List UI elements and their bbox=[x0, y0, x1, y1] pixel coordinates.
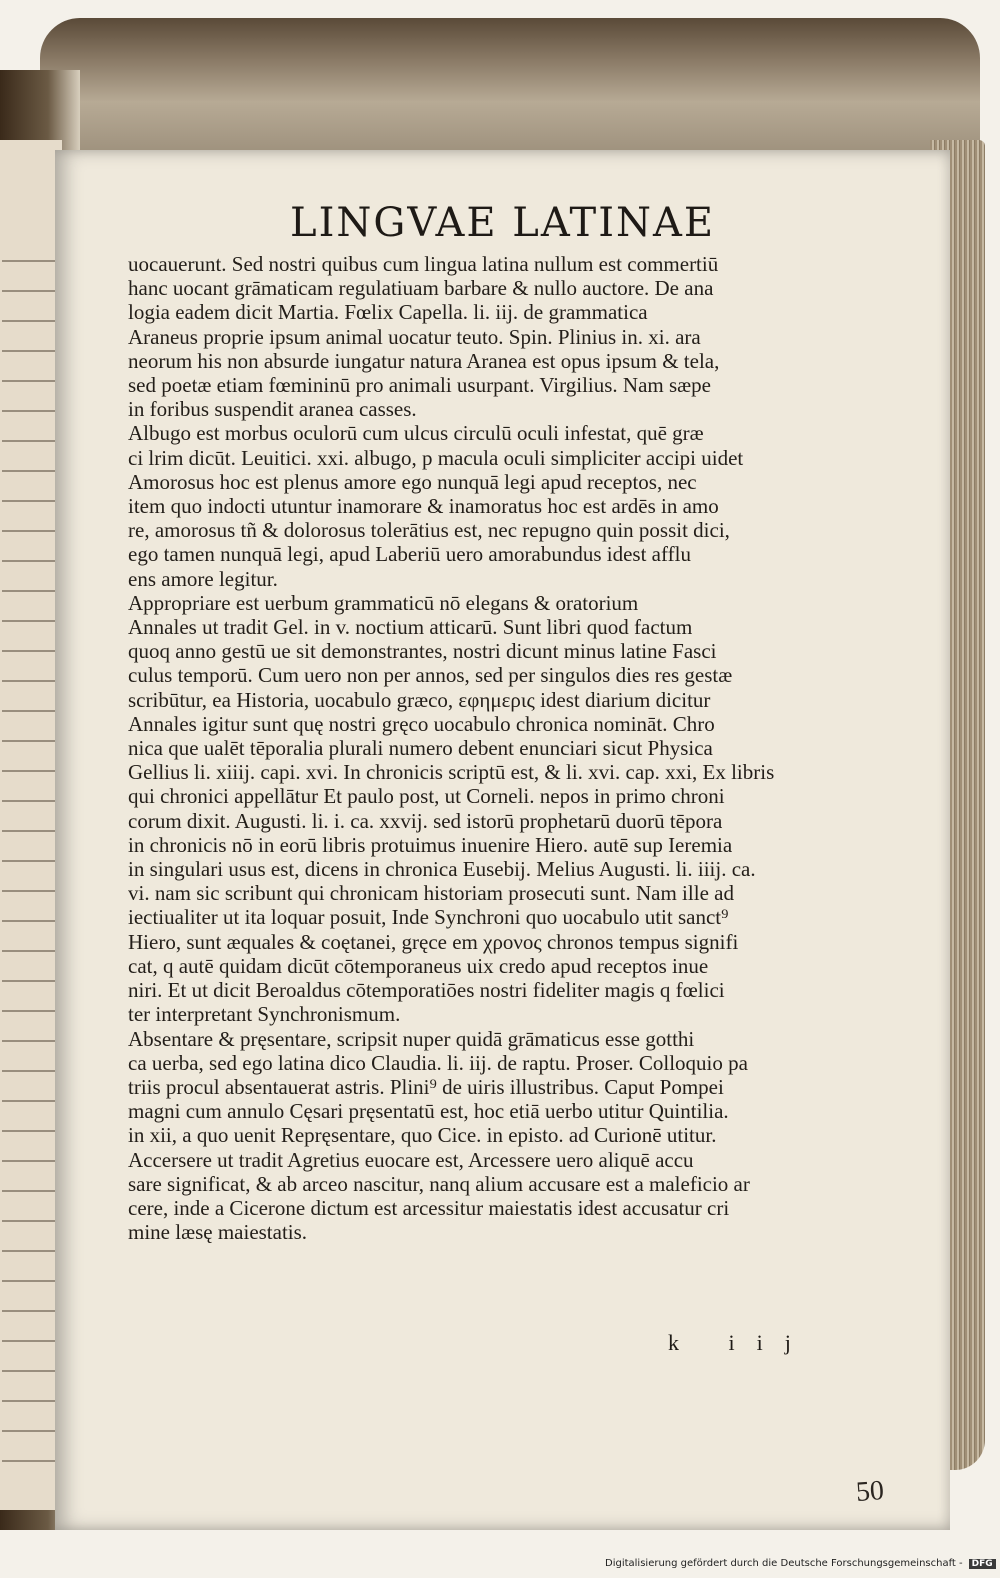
text-line: Hiero, sunt æquales & coętanei, gręce em χρονος chronos tempus signifi bbox=[128, 929, 739, 954]
text-line: niri. Et ut dicit Beroaldus cōtemporatiōes nostri fideliter magis q fœlici bbox=[128, 978, 725, 1003]
folio-number: 50 bbox=[854, 1475, 886, 1508]
text-line: Annales igitur sunt quę nostri gręco uocabulo chronica nomināt. Chro bbox=[128, 711, 715, 736]
text-line: scribūtur, ea Historia, uocabulo græco, εφημερις idest diarium dicitur bbox=[128, 687, 711, 712]
text-line: in foribus suspendit aranea casses. bbox=[128, 397, 417, 422]
text-line: qui chronici appellātur Et paulo post, ut Corneli. nepos in primo chroni bbox=[128, 784, 725, 809]
text-line: Annales ut tradit Gel. in v. noctium atticarū. Sunt libri quod factum bbox=[128, 615, 693, 640]
text-line: iectiualiter ut ita loquar posuit, Inde Synchroni quo uocabulo utit sanct⁹ bbox=[128, 905, 729, 930]
text-line: ens amore legitur. bbox=[128, 566, 278, 591]
text-line: hanc uocant grāmaticam regulatiuam barbare & nullo auctore. De ana bbox=[128, 276, 714, 301]
body-text bbox=[128, 252, 828, 1244]
dfg-logo: DFG bbox=[969, 1559, 996, 1569]
text-line: Accersere ut tradit Agretius euocare est, Arcessere uero aliquē accu bbox=[128, 1147, 694, 1172]
text-line: Absentare & pręsentare, scripsit nuper quidā grāmaticus esse gotthi bbox=[128, 1026, 695, 1051]
text-line: sare significat, & ab arceo nascitur, nanq alium accusare est a maleficio ar bbox=[128, 1171, 750, 1196]
text-line: corum dixit. Augusti. li. i. ca. xxvij. sed istorū prophetarū duorū tēpora bbox=[128, 808, 723, 833]
facing-page-fragment bbox=[0, 140, 62, 1510]
text-line: cere, inde a Cicerone dictum est arcessitur maiestatis idest accusatur cri bbox=[128, 1195, 730, 1220]
text-line: Amorosus hoc est plenus amore ego nunquā legi apud receptos, nec bbox=[128, 469, 697, 494]
text-line: mine læsę maiestatis. bbox=[128, 1220, 308, 1245]
text-line: cat, q autē quidam dicūt cōtemporaneus uix credo apud receptos inue bbox=[128, 953, 709, 978]
text-line: sed poetæ etiam fœmininū pro animali usurpant. Virgilius. Nam sæpe bbox=[128, 373, 711, 398]
text-line: vi. nam sic scribunt qui chronicam historiam prosecuti sunt. Nam ille ad bbox=[128, 881, 734, 906]
text-line: in chronicis nō in eorū libris protuimus inuenire Hiero. autē sup Ieremia bbox=[128, 832, 733, 857]
digitization-credit bbox=[605, 1558, 996, 1569]
text-line: item quo indocti utuntur inamorare & inamoratus hoc est ardēs in amo bbox=[128, 494, 719, 519]
text-line: Araneus proprie ipsum animal uocatur teuto. Spin. Plinius in. xi. ara bbox=[128, 324, 701, 349]
text-line: uocauerunt. Sed nostri quibus cum lingua latina nullum est commertiū bbox=[128, 252, 719, 276]
credit-text: Digitalisierung gefördert durch die Deutsche Forschungsgemeinschaft - bbox=[605, 1558, 963, 1569]
text-line: Gellius li. xiiij. capi. xvi. In chronicis scriptū est, & li. xvi. cap. xxi, Ex libris bbox=[128, 760, 775, 785]
running-title: LINGVAE LATINAE bbox=[290, 200, 716, 246]
text-line: triis procul absentauerat astris. Plini⁹ de uiris illustribus. Caput Pompei bbox=[128, 1074, 724, 1099]
text-line: Appropriare est uerbum grammaticū nō elegans & oratorium bbox=[128, 590, 639, 615]
text-line: culus temporū. Cum uero non per annos, sed per singulos dies res gestæ bbox=[128, 663, 733, 688]
text-line: re, amorosus tñ & dolorosus tolerātius est, nec repugno quin possit dici, bbox=[128, 518, 730, 543]
text-line: magni cum annulo Cęsari pręsentatū est, hoc etiā uerbo utitur Quintilia. bbox=[128, 1099, 729, 1124]
book-top-edge bbox=[40, 18, 980, 158]
text-line: logia eadem dicit Martia. Fœlix Capella. li. iij. de grammatica bbox=[128, 300, 648, 325]
text-line: ter interpretant Synchronismum. bbox=[128, 1002, 401, 1027]
signature-mark: k iij bbox=[668, 1330, 813, 1355]
text-line: in xii, a quo uenit Repręsentare, quo Cice. in episto. ad Curionē utitur. bbox=[128, 1123, 717, 1148]
text-line: neorum his non absurde iungatur natura Aranea est opus ipsum & tela, bbox=[128, 348, 720, 373]
text-line: ego tamen nunquā legi, apud Laberiū uero amorabundus idest afflu bbox=[128, 542, 691, 567]
text-line: nica que ualēt tēporalia plurali numero debent enunciari sicut Physica bbox=[128, 736, 713, 761]
text-line: Albugo est morbus oculorū cum ulcus circulū oculi infestat, quē græ bbox=[128, 421, 704, 446]
text-line: quoq anno gestū ue sit demonstrantes, nostri dicunt minus latine Fasci bbox=[128, 639, 717, 664]
text-line: in singulari usus est, dicens in chronica Eusebij. Melius Augusti. li. iiij. ca. bbox=[128, 857, 756, 882]
text-line: ci lrim dicūt. Leuitici. xxi. albugo, p macula oculi simpliciter accipi uidet bbox=[128, 445, 744, 470]
text-line: ca uerba, sed ego latina dico Claudia. li. iij. de raptu. Proser. Colloquio pa bbox=[128, 1050, 748, 1075]
